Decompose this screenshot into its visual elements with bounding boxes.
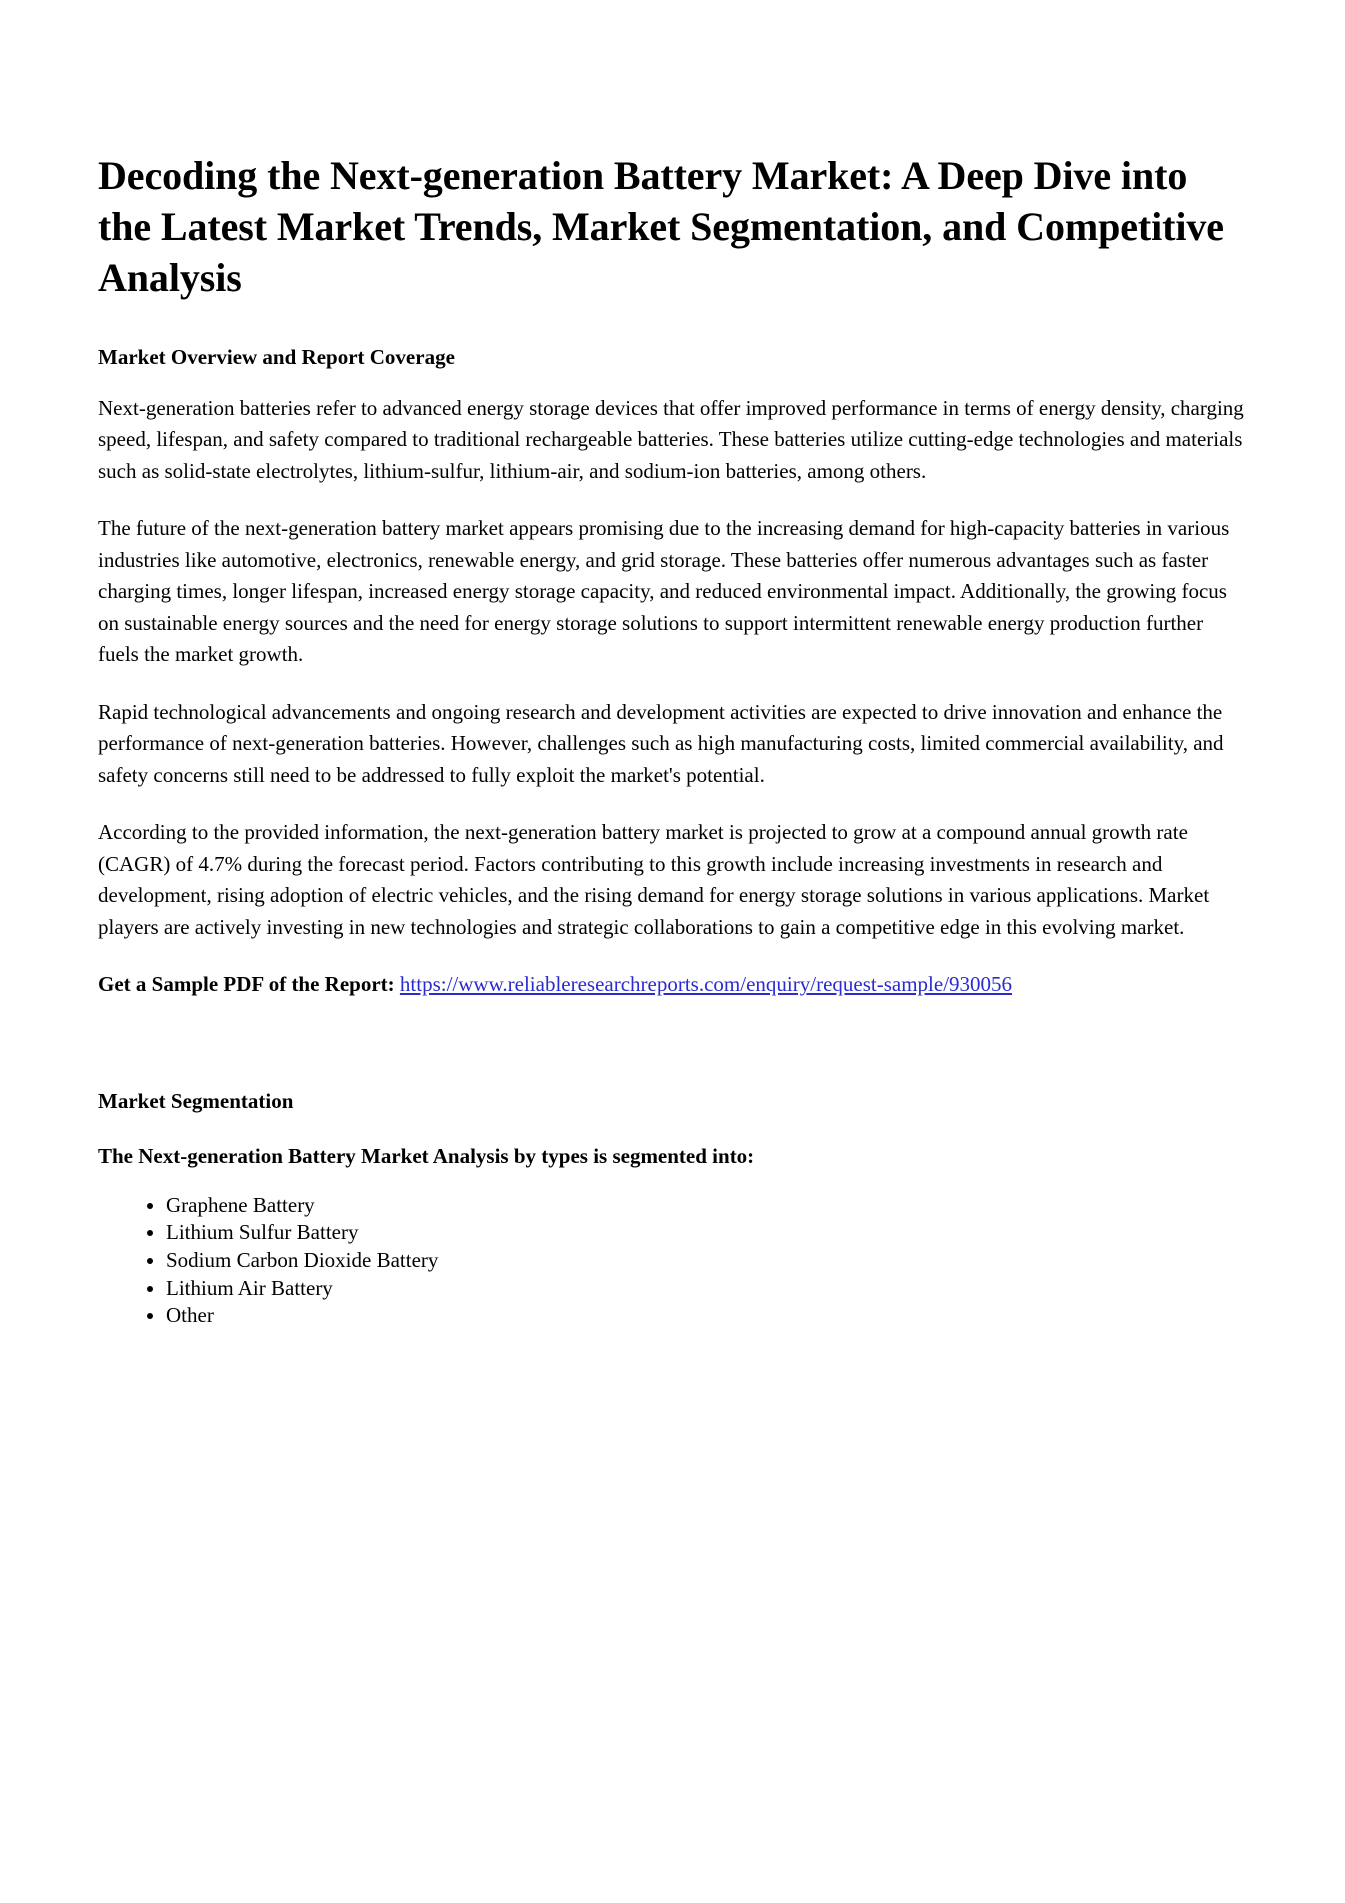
section-heading-market-overview: Market Overview and Report Coverage	[98, 344, 455, 369]
paragraph-cagr-growth: According to the provided information, the next-generation battery market is projected to grow at a compound annual growth rate (CAGR) of 4.7% during the forecast period. Factors contributing to this growth include increasing investments in research and development, rising adoption of electric vehicles, and the rising demand for energy storage solutions in various applications. Market players are actively investing in new technologies and strategic collaborations to gain a competitive edge in this evolving market.	[98, 820, 1210, 939]
section-spacer	[98, 1027, 1247, 1089]
list-item: • Lithium Air Battery	[166, 1276, 1247, 1302]
paragraph-market-future: The future of the next-generation battery market appears promising due to the increasing demand for high-capacity batteries in various industries like automotive, electronics, renewable energy, and grid storage. These batteries offer numerous advantages such as faster charging times, longer lifespan, increased energy storage capacity, and reduced environmental impact. Additionally, the growing focus on sustainable energy sources and the need for energy storage solutions to support intermittent renewable energy production further fuels the market growth.	[98, 516, 1230, 667]
segmentation-types-list	[98, 1193, 1247, 1329]
sample-pdf-link[interactable]: https://www.reliableresearchreports.com/enquiry/request-sample/930056	[399, 972, 1013, 997]
paragraph-technology-challenges: Rapid technological advancements and ongoing research and development activities are expected to drive innovation and enhance the performance of next-generation batteries. However, challenges such as high manufacturing costs, limited commercial availability, and safety concerns still need to be addressed to fully exploit the market's potential.	[98, 699, 1224, 787]
list-item: • Lithium Sulfur Battery	[166, 1220, 1247, 1246]
list-item: • Other	[166, 1303, 1247, 1329]
paragraph-overview-definition: Next-generation batteries refer to advanced energy storage devices that offer improved performance in terms of energy density, charging speed, lifespan, and safety compared to traditional rechargeable batteries. These batteries utilize cutting-edge technologies and materials such as solid-state electrolytes, lithium-sulfur, lithium-air, and sodium-ion batteries, among others.	[98, 395, 1244, 483]
subheading-segmentation-by-types: The Next-generation Battery Market Analysis by types is segmented into:	[98, 1143, 755, 1168]
section-heading-market-segmentation: Market Segmentation	[98, 1088, 294, 1113]
list-item: • Graphene Battery	[166, 1193, 1247, 1219]
sample-pdf-line	[98, 969, 1247, 1001]
list-item: • Sodium Carbon Dioxide Battery	[166, 1248, 1247, 1274]
page-title: Decoding the Next-generation Battery Market: A Deep Dive into the Latest Market Trends, Market Segmentation, and Competitive Analysis	[98, 153, 1224, 301]
sample-pdf-label: Get a Sample PDF of the Report:	[98, 972, 395, 997]
